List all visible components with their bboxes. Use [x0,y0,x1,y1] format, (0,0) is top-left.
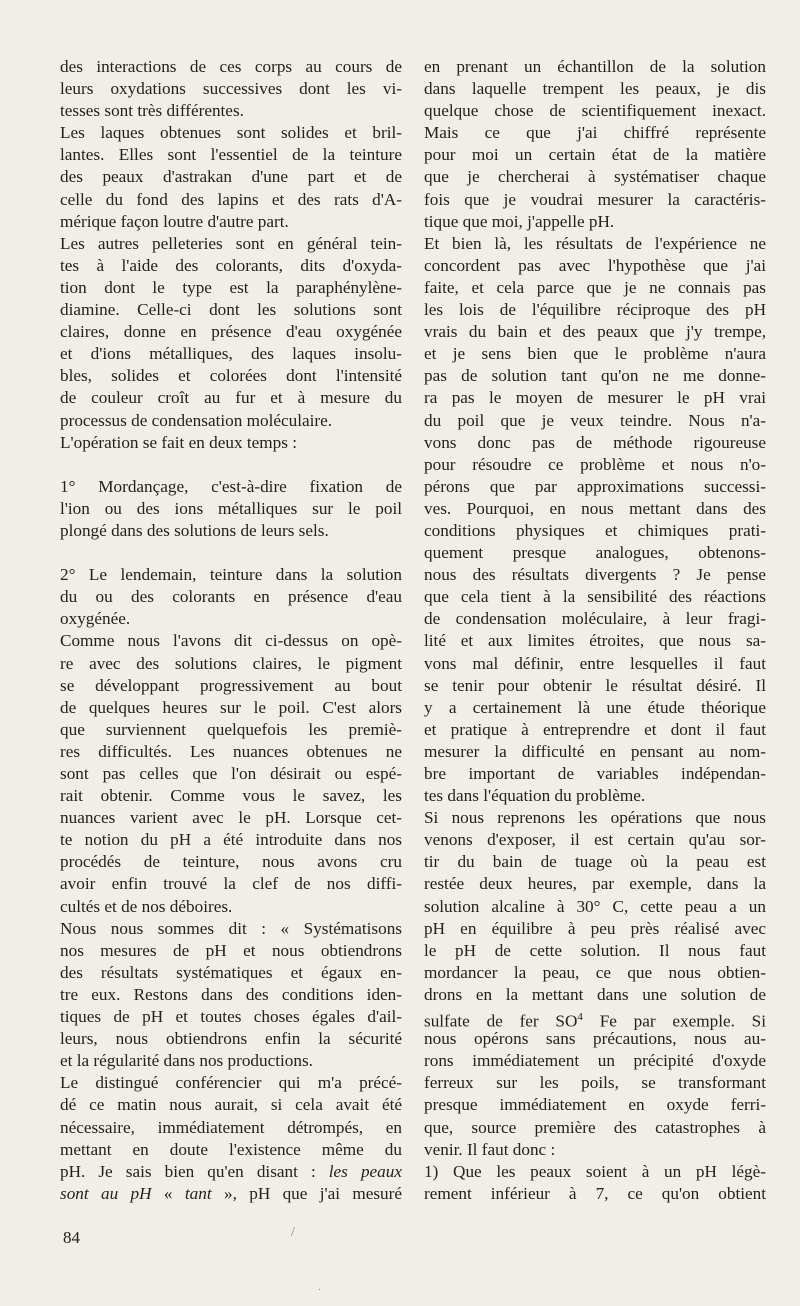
text-line: tir du bain de tuage où la peau est [424,852,766,872]
text-line: en prenant un échantillon de la solution [424,57,766,76]
text-line: lité et aux limites étroites, que nous sa- [424,631,766,651]
text-line: leurs, nous obtiendrons enfin la sécurité [60,1029,402,1049]
text-line: tique que moi, j'appelle pH. [424,211,615,231]
paragraph-gap [60,542,402,564]
ink-speck: · [318,1285,322,1296]
text-run: », pH que j'ai mesuré [211,1183,403,1203]
text-line: vrais du bain et des peaux que j'y trempe, [424,322,766,342]
text-line [60,1183,402,1205]
text-line: des résultats systématiques et égaux en- [60,962,402,982]
text-line: plongé dans des solutions de leurs sels. [60,520,329,540]
text-line: tion dont le type est la paraphénylène- [60,277,402,297]
text-line: te notion du pH a été introduite dans nos [60,830,402,850]
text-line: dé ce matin nous aurait, si cela avait été [60,1095,402,1115]
text-line: L'opération se fait en deux temps : [60,432,297,452]
text-line: du ou des colorants en présence d'eau [60,587,402,607]
text-line: faite, et cela parce que je ne connais pas [424,277,766,297]
text-line: quement presque analogues, obtenons- [424,543,766,563]
text-line: tes à l'aide des colorants, dits d'oxyda- [60,255,402,275]
text-line: pérons que par approximations successi- [424,476,766,496]
text-line: tiques de pH et toutes choses égales d'ail- [60,1007,402,1027]
text-line: de couleur croît au fur et à mesure du [60,388,402,408]
text-line: Les autres pelleteries sont en général tein- [60,233,402,253]
text-line: diamine. Celle-ci dont les solutions sont [60,300,402,320]
text-line: avoir enfin trouvé la clef de nos diffi- [60,874,402,894]
text-line: pH en équilibre à peu près réalisé avec [424,918,766,938]
text-line: nos mesures de pH et nous obtiendrons [60,940,402,960]
text-line: se tenir pour obtenir le résultat désiré. Il [424,675,766,695]
text-line: Si nous reprenons les opérations que nous [424,808,766,828]
text-run: pH. Je sais bien qu'en disant : [60,1161,329,1181]
text-line: tesses sont très différentes. [60,101,244,121]
text-line: 1) Que les peaux soient à un pH légè- [424,1161,766,1181]
pencil-mark: / [291,1225,295,1240]
text-line: nuances varient avec le pH. Lorsque cet- [60,808,402,828]
text-line: leurs oxydations successives dont les vi- [60,79,402,99]
text-line: claires, donne en présence d'eau oxygénée [60,322,402,342]
text-line: de condensation moléculaire, à leur fragi- [424,609,766,629]
text-line: le pH de cette solution. Il nous faut [424,940,766,960]
text-line [424,1006,767,1031]
text-line: 1° Mordançage, c'est-à-dire fixation de [60,476,402,496]
text-line: pour résoudre ce problème et nous n'o- [424,454,766,474]
text-line: et je sens bien que le problème n'aura [424,344,766,364]
left-column [60,56,402,1205]
text-line: bre important de variables indépendan- [424,764,766,783]
text-line: Le distingué conférencier qui m'a précé- [60,1073,402,1093]
text-line: se développant progressivement au bout [60,675,402,695]
text-line: lantes. Elles sont l'essentiel de la teinture [60,145,402,165]
text-line: Nous nous sommes dit : « Systématisons [60,918,402,938]
text-line: et d'ions métalliques, des laques insolu- [60,344,402,364]
text-line: ves. Pourquoi, en nous mettant dans des [424,498,766,518]
text-line: rement inférieur à 7, ce qu'on obtient [424,1183,766,1203]
text-line: les lois de l'équilibre réciproque des pH [424,300,766,320]
text-line: presque immédiatement en oxyde ferri- [424,1095,766,1115]
text-line: pour moi un certain état de la matière [424,145,766,165]
text-line: re avec des solutions claires, le pigment [60,653,402,673]
text-line: ra pas le moyen de mesurer le pH vrai [424,388,766,408]
text-line: conditions physiques et chimiques prati- [424,520,766,540]
italic-text: les peaux [328,1161,402,1181]
text-line: l'ion ou des ions métalliques sur le poil [60,498,402,518]
text-line: des interactions de ces corps au cours de [60,57,402,76]
italic-text: tant [184,1183,212,1203]
superscript: 4 [577,1011,583,1024]
text-line: mettant en doute l'existence même du [60,1139,402,1159]
text-line: du poil que je veux teindre. Nous n'a- [424,410,766,430]
text-line: ferreux sur les poils, se transformant [424,1073,766,1093]
text-line: mérique façon loutre d'autre part. [60,211,289,231]
paragraph-gap [60,454,402,476]
text-line: quelque chose de scientifiquement inexact. [424,101,766,121]
text-line: venir. Il faut donc : [424,1139,556,1159]
text-line: nous des résultats divergents ? Je pense [424,565,766,585]
text-line: mesurer la difficulté en pensant au nom- [424,741,766,761]
text-line: tre eux. Restons dans des conditions iden- [60,984,402,1004]
text-line: tes dans l'équation du problème. [424,786,646,806]
right-column [424,56,766,1205]
text-run: Fe par exemple. Si [582,1011,767,1031]
text-line: cultés et de nos déboires. [60,896,233,916]
text-line: drons en la mettant dans une solution de [424,984,766,1004]
text-line: nécessaire, immédiatement détrompés, en [60,1117,402,1137]
text-line: celle du fond des lapins et des rats d'A- [60,189,402,209]
text-line: Comme nous l'avons dit ci-dessus on opè- [60,631,402,651]
text-line: processus de condensation moléculaire. [60,410,333,430]
italic-text: sont au pH [60,1183,152,1203]
text-line: rait obtenir. Comme vous le savez, les [60,786,402,806]
text-line: que cela tient à la sensibilité des réactions [424,587,766,607]
text-line: sont pas celles que l'on désirait ou espé- [60,764,402,783]
text-line: des peaux d'astrakan d'une part et de [60,167,402,187]
text-line: que surviennent quelquefois les premiè- [60,719,402,739]
text-line: que, source première des catastrophes à [424,1117,766,1137]
text-line: que je chercherai à systématiser chaque [424,167,766,187]
text-line: res difficultés. Les nuances obtenues ne [60,741,402,761]
text-line: Et bien là, les résultats de l'expérience ne [424,233,766,253]
text-line [60,1161,402,1183]
text-line: y a certainement là une étude théorique [424,697,766,717]
text-line: pas de solution tant qu'on ne me donne- [424,366,766,386]
text-line: et pratique à entreprendre et dont il faut [424,719,766,739]
text-line: restée deux heures, par exemple, dans la [424,874,766,894]
text-line: fois que je voudrai mesurer la caractéris- [424,189,766,209]
text-line: venons d'exposer, il est certain qu'au sor- [424,830,766,850]
text-line: et la régularité dans nos productions. [60,1051,313,1071]
page-number: 84 [63,1228,80,1247]
text-line: 2° Le lendemain, teinture dans la solution [60,565,402,585]
text-line: dans laquelle trempent les peaux, je dis [424,79,766,99]
text-line: rons immédiatement un précipité d'oxyde [424,1051,766,1071]
text-line: solution alcaline à 30° C, cette peau a un [424,896,766,916]
text-run: sulfate de fer SO [424,1011,578,1031]
text-line: de quelques heures sur le poil. C'est alors [60,697,402,717]
text-line: bles, solides et colorées dont l'intensité [60,366,402,386]
text-line: procédés de teinture, nous avons cru [60,852,402,872]
text-line: vons mal définir, entre lesquelles il faut [424,653,766,673]
text-line: nous opérons sans précautions, nous au- [424,1029,766,1049]
text-line: Les laques obtenues sont solides et bril- [60,123,402,143]
text-line: mordancer la peau, ce que nous obtien- [424,962,766,982]
text-line: vons donc pas de méthode rigoureuse [424,432,766,452]
text-line: oxygénée. [60,609,131,629]
text-line: concordent pas avec l'hypothèse que j'ai [424,255,766,275]
text-line: Mais ce que j'ai chiffré représente [424,123,766,143]
text-run: « [151,1183,185,1203]
